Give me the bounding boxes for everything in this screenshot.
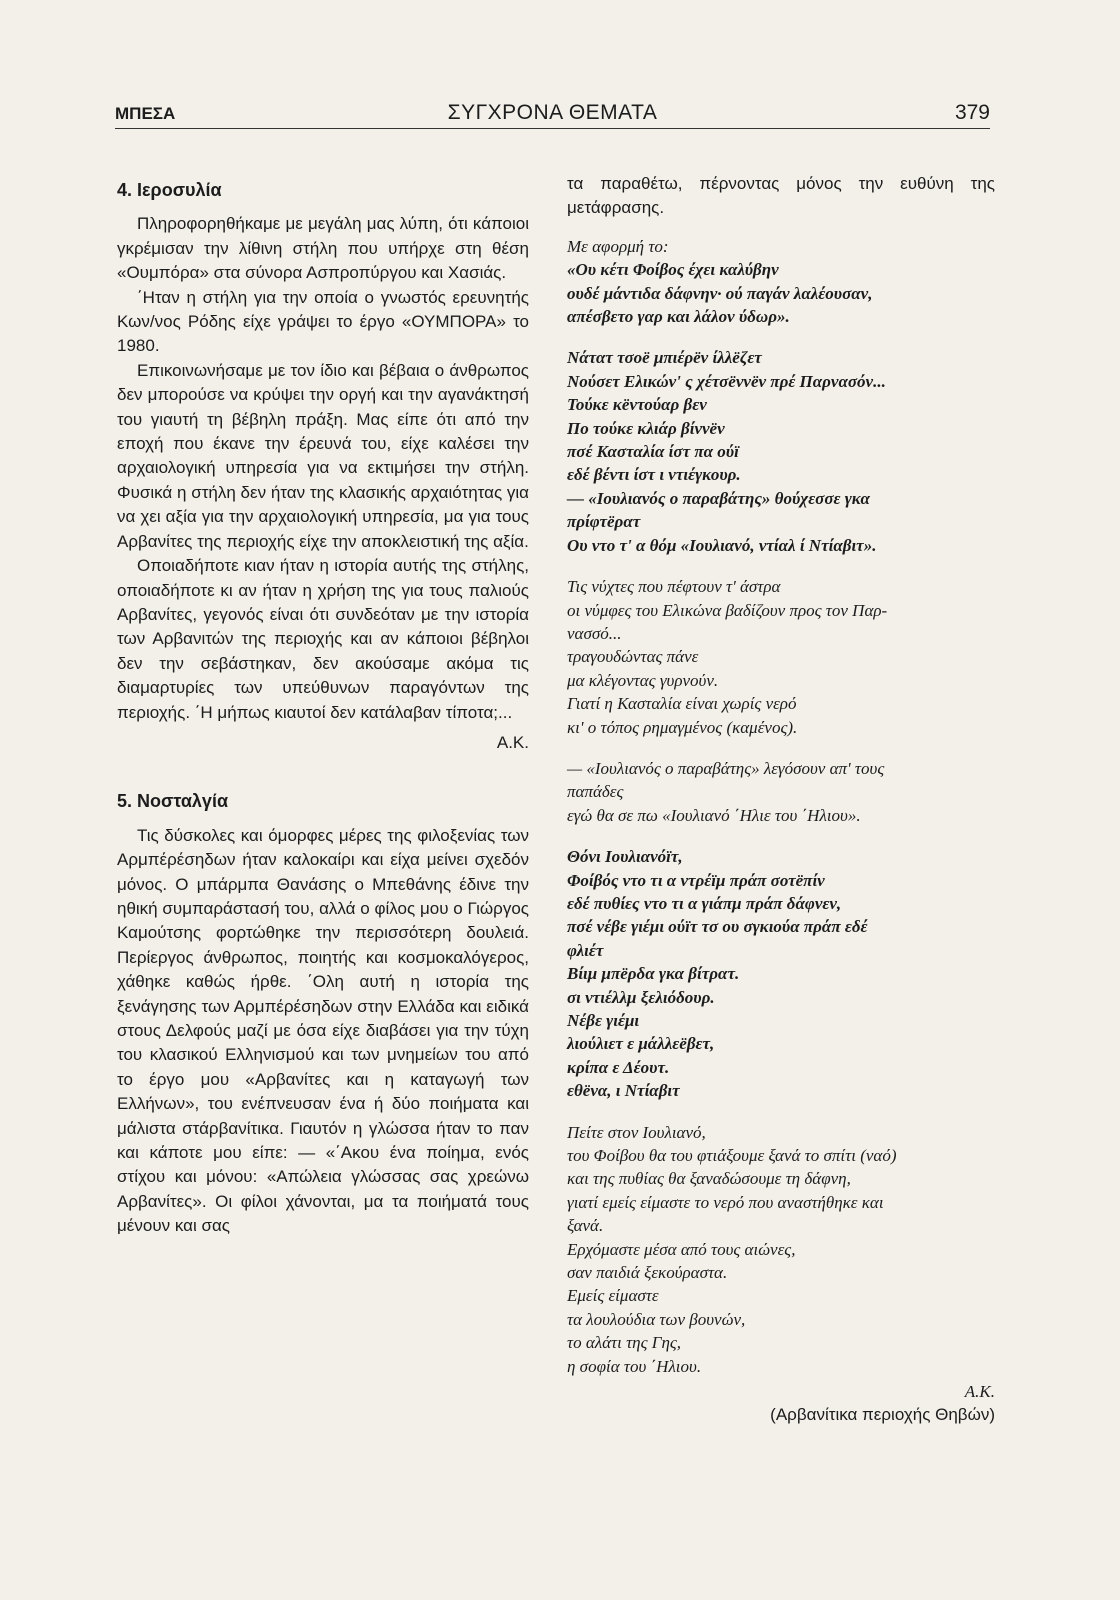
page-number: 379 (954, 101, 990, 124)
section-4-paragraph: ΄Ηταν η στήλη για την οποία ο γνωστός ερευνητής Κων/νος Ρόδης είχε γράψει το έργο «ΟΥΜΠΟΡΑ» το 1980. (117, 287, 529, 356)
poem-arvanitika-stanza-2 (567, 845, 995, 1102)
poem-signature: Α.Κ. (964, 1382, 995, 1402)
poem-source: (Αρβανίτικα περιοχής Θηβών) (770, 1405, 995, 1425)
poem-line: — «Ιουλιανός ο παραβάτης» λεγόσουν απ' τους (567, 758, 885, 778)
header-journal-title: ΣΥΓΧΡΟΝΑ ΘΕΜΑΤΑ (447, 101, 658, 124)
poem-line: — «Ιουλιανός ο παραβάτης» θούχεσσε γκα (567, 488, 870, 508)
poem-line: Πείτε στον Ιουλιανό, (567, 1122, 706, 1142)
poem-line: τα λουλούδια των βουνών, (567, 1309, 746, 1329)
poem-line: Γιατί η Κασταλία είναι χωρίς νερό (567, 694, 797, 714)
poem-line: Τις νύχτες που πέφτουν τ' άστρα (567, 577, 781, 597)
poem-line: γιατί εμείς είμαστε το νερό που αναστήθηκε και (567, 1192, 884, 1212)
poem-line: κι' ο τόπος ρημαγμένος (καμένος). (567, 717, 798, 737)
poem-line: σι ντιέλλμ ξελιόδουρ. (567, 987, 715, 1007)
section-4-signature: Α.Κ. (496, 732, 529, 752)
poem-line: πρίφτёρατ (567, 512, 641, 532)
poem-line: η σοφία του ΄Ηλιου. (567, 1356, 702, 1376)
section-5-paragraph: Τις δύσκολες και όμορφες μέρες της φιλοξενίας των Αρμπέρέσηδων ήταν καλοκαίρι και είχα μείνει σχεδόν μόνος. Ο μπάρμπα Θανάσης ο Μπεθάνης έδινε την ηθική συμπαράστασή του, αλλά ο φίλος μου ο Γιώργος Καμούτσης φορτώθηκε την περισσότερη δουλειά. Περίεργος άνθρωπος, ποιητής και κοσμοκαλόγερος, χάθηκε καθώς ήρθε. ΄Ολη αυτή η ιστορία της ξενάγησης των Αρμπέρέσηδων στην Ελλάδα και ειδικά στους Δελφούς μαζί με όσα είχε διαβάσει για την τύχη του κλασικού Ελληνισμού και των μνημείων του από το έργο μου «Αρβανίτες και η καταγωγή των Ελλήνων», του ενέπνευσαν ένα ή δύο ποιήματα και μάλιστα στάρβανίτικα. Γιαυτόν η γλώσσα ήταν το παν και κάποτε μου είπε: — «΄Ακου ένα ποίημα, ενός στίχου και μόνου: «Απώλεια γλώσσας σας χρεώνω Αρβανίτες». Οι φίλοι χάνονται, μα τα ποιήματά τους μένουν και σας (117, 825, 529, 1236)
poem-line: Θόνι Ιουλιανόϊτ, (567, 847, 683, 867)
section-5-title: 5. Νοσταλγία (117, 791, 229, 812)
section-4-title: 4. Ιεροσυλία (117, 180, 222, 200)
right-column (567, 172, 995, 1426)
poem-arvanitika-stanza-1 (567, 346, 995, 557)
poem-line: το αλάτι της Γης, (567, 1333, 682, 1353)
occasion-label: Με αφορμή το: (567, 236, 669, 256)
poem-line: παπάδες (567, 782, 624, 802)
poem-greek-stanza-1b (567, 757, 995, 827)
poem-line: λιούλιετ ε μάλλεёβετ, (567, 1034, 715, 1054)
poem-greek-stanza-1 (567, 575, 995, 739)
poem-line: πσέ νέβε γιέμι ούϊτ τσ ου σγκιούα πράπ εδέ (567, 917, 868, 937)
poem-line: Εμείς είμαστε (567, 1286, 659, 1306)
section-4-paragraph: Οποιαδήποτε κιαν ήταν η ιστορία αυτής της στήλης, οποιαδήποτε κι αν ήταν η χρήση της για τους παλιούς Αρβανίτες, γεγονός είναι ότι συνδεόταν με την ιστορία των Αρβανιτών της περιοχής και αν κάποιοι βέβηλοι δεν την σεβάστηκαν, δεν ακούσαμε ακόμα τις διαμαρτυρίες των υπεύθυνων παραγόντων της περιοχής. ΄Η μήπως κιαυτοί δεν κατάλαβαν τίποτα;... (117, 556, 529, 722)
poem-line: ξανά. (567, 1216, 604, 1236)
poem-line: Ου ντο τ' α θόμ «Ιουλιανό, ντίαλ ί Ντίαβιτ». (567, 535, 877, 555)
poem-line: σαν παιδιά ξεκούραστα. (567, 1263, 728, 1283)
poem-line: Πο τούκε κλιάρ βίννёν (567, 418, 725, 438)
poem-line: Ερχόμαστε μέσα από τους αιώνες, (567, 1239, 796, 1259)
poem-line: Νέβε γιέμι (567, 1011, 640, 1030)
section-4-paragraph: Επικοινωνήσαμε με τον ίδιο και βέβαια ο άνθρωπος δεν μπορούσε να κρύψει την οργή και την αγανάκτησή του γιαυτή τη βέβηλη πράξη. Μας είπε ότι από την εποχή που έκανε την έρευνά του, είχε καλέσει την αρχαιολογική υπηρεσία για να εκτιμήσει την στήλη. Φυσικά η στήλη δεν ήταν της κλασικής αρχαιότητας για να χει αξία για την αρχαιολογική υπηρεσία, μα για τους Αρβανίτες της περιοχής είχε την αποκλειστική της αξία. (117, 360, 529, 551)
epigraph-line: ουδέ μάντιδα δάφνην· ού παγάν λαλέουσαν, (567, 283, 873, 303)
poem-line: Τούκε κёντούαρ βεν (567, 395, 707, 415)
poem-line: κρίπα ε Δέουτ. (567, 1057, 670, 1077)
epigraph-line: «Ου κέτι Φοίβος έχει καλύβην (567, 260, 779, 280)
poem-line: Νούσετ Ελικών' ς χέτσёννёν πρέ Παρνασόν... (567, 371, 886, 391)
poem-line: εθёνα, ι Ντίαβιτ (567, 1081, 680, 1101)
left-column (117, 172, 529, 1239)
epigraph-line: απέσβετο γαρ και λάλον ύδωρ». (567, 307, 790, 327)
poem-line: οι νύμφες του Ελικώνα βαδίζουν προς τον Παρ- (567, 600, 888, 620)
poem-greek-stanza-2 (567, 1121, 995, 1378)
poem-line: νασσό... (567, 623, 622, 643)
poem-line: Φοίβός ντο τι α ντρέϊμ πράπ σοτёπίν (567, 870, 825, 890)
poem-line: εγώ θα σε πω «Ιουλιανό ΄Ηλιε του ΄Ηλιου». (567, 805, 861, 825)
poem-line: του Φοίβου θα του φτιάξουμε ξανά το σπίτι (ναό) (567, 1146, 897, 1166)
poem-line: εδέ πυθίες ντο τι α γιάπμ πράπ δάφνεν, (567, 893, 842, 913)
epigraph-block (567, 235, 995, 329)
intro-text: τα παραθέτω, πέρνοντας μόνος την ευθύνη της μετάφρασης. (567, 174, 995, 218)
poem-line: τραγουδώντας πάνε (567, 647, 699, 667)
poem-line: φλιέτ (567, 940, 604, 960)
section-4-paragraph: Πληροφορηθήκαμε με μεγάλη μας λύπη, ότι κάποιοι γκρέμισαν την λίθινη στήλη που υπήρχε στη θέση «Ουμπόρα» στα σύνορα Ασπροπύργου και Χασιάς. (117, 214, 529, 283)
poem-line: εδέ βέντι ίστ ι ντιέγκουρ. (567, 465, 741, 485)
running-header (115, 98, 990, 129)
poem-line: Βίιμ μπёρδα γκα βίτρατ. (567, 964, 740, 984)
poem-line: μα κλέγοντας γυρνούν. (567, 670, 719, 690)
header-author: ΜΠΕΣΑ (115, 104, 176, 123)
poem-line: Νάτατ τσοё μπιέρёν ίλλёζετ (567, 348, 762, 368)
poem-line: και της πυθίας θα ξαναδώσουμε τη δάφνη, (567, 1169, 851, 1189)
poem-line: πσέ Κασταλία ίστ πα ούϊ (567, 442, 739, 462)
